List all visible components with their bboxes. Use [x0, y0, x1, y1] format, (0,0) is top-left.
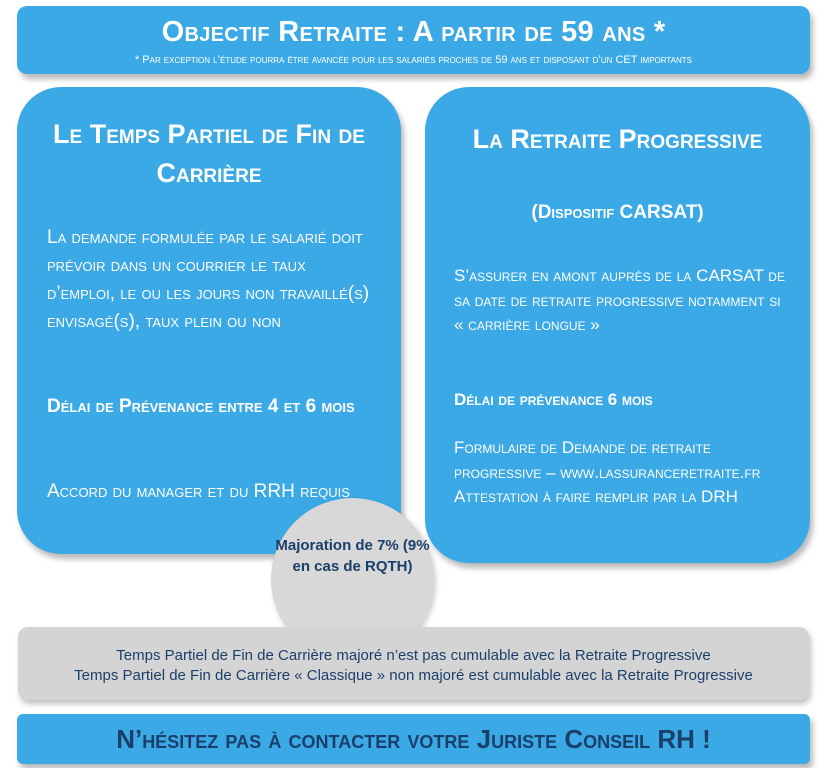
footer-contact-text: N’hésitez pas à contacter votre Juriste Conseil RH ! [116, 724, 711, 754]
temps-partiel-delai-text: Délai de Prévenance entre 4 et 6 mois [47, 396, 355, 417]
retraite-progressive-formulaire-text: Formulaire de Demande de retraite progressive – www.lassuranceretraite.fr Attestation à faire remplir par la DRH [454, 438, 761, 506]
temps-partiel-title: Le Temps Partiel de Fin de Carrière [53, 119, 365, 188]
cumul-info-line: Temps Partiel de Fin de Carrière « Classique » non majoré est cumulable avec la Retraite Progressive [74, 667, 753, 684]
page-title: Objectif Retraite : A partir de 59 ans * [161, 16, 666, 48]
retraite-progressive-subtitle: (Dispositif CARSAT) [531, 202, 704, 223]
temps-partiel-accord-text: Accord du manager et du RRH requis [47, 481, 350, 502]
retraite-progressive-delai-text: Délai de prévenance 6 mois [454, 390, 653, 409]
retraite-progressive-carsat-text: S’assurer en amont auprès de la CARSAT de sa date de retraite progressive notamment si « carrière longue » [454, 266, 785, 334]
header-footnote: * Par exception l’étude pourra être avancée pour les salariés proches de 59 ans et disposant d’un CET importants [134, 54, 693, 66]
cumul-info-line: Temps Partiel de Fin de Carrière majoré n’est pas cumulable avec la Retraite Progressive [116, 647, 711, 664]
header-banner [17, 6, 810, 74]
footer-banner [17, 714, 810, 764]
retraite-progressive-title: La Retraite Progressive [472, 124, 763, 154]
temps-partiel-card [17, 87, 401, 554]
majoration-text: Majoration de 7% (9% en cas de RQTH) [275, 537, 430, 575]
cumul-info-banner [18, 627, 809, 700]
temps-partiel-demande-text: La demande formulée par le salarié doit prévoir dans un courrier le taux d’emploi, le ou les jours non travaillé(s) envisagé(s), taux plein ou non [47, 227, 370, 332]
retraite-progressive-card [425, 87, 810, 563]
